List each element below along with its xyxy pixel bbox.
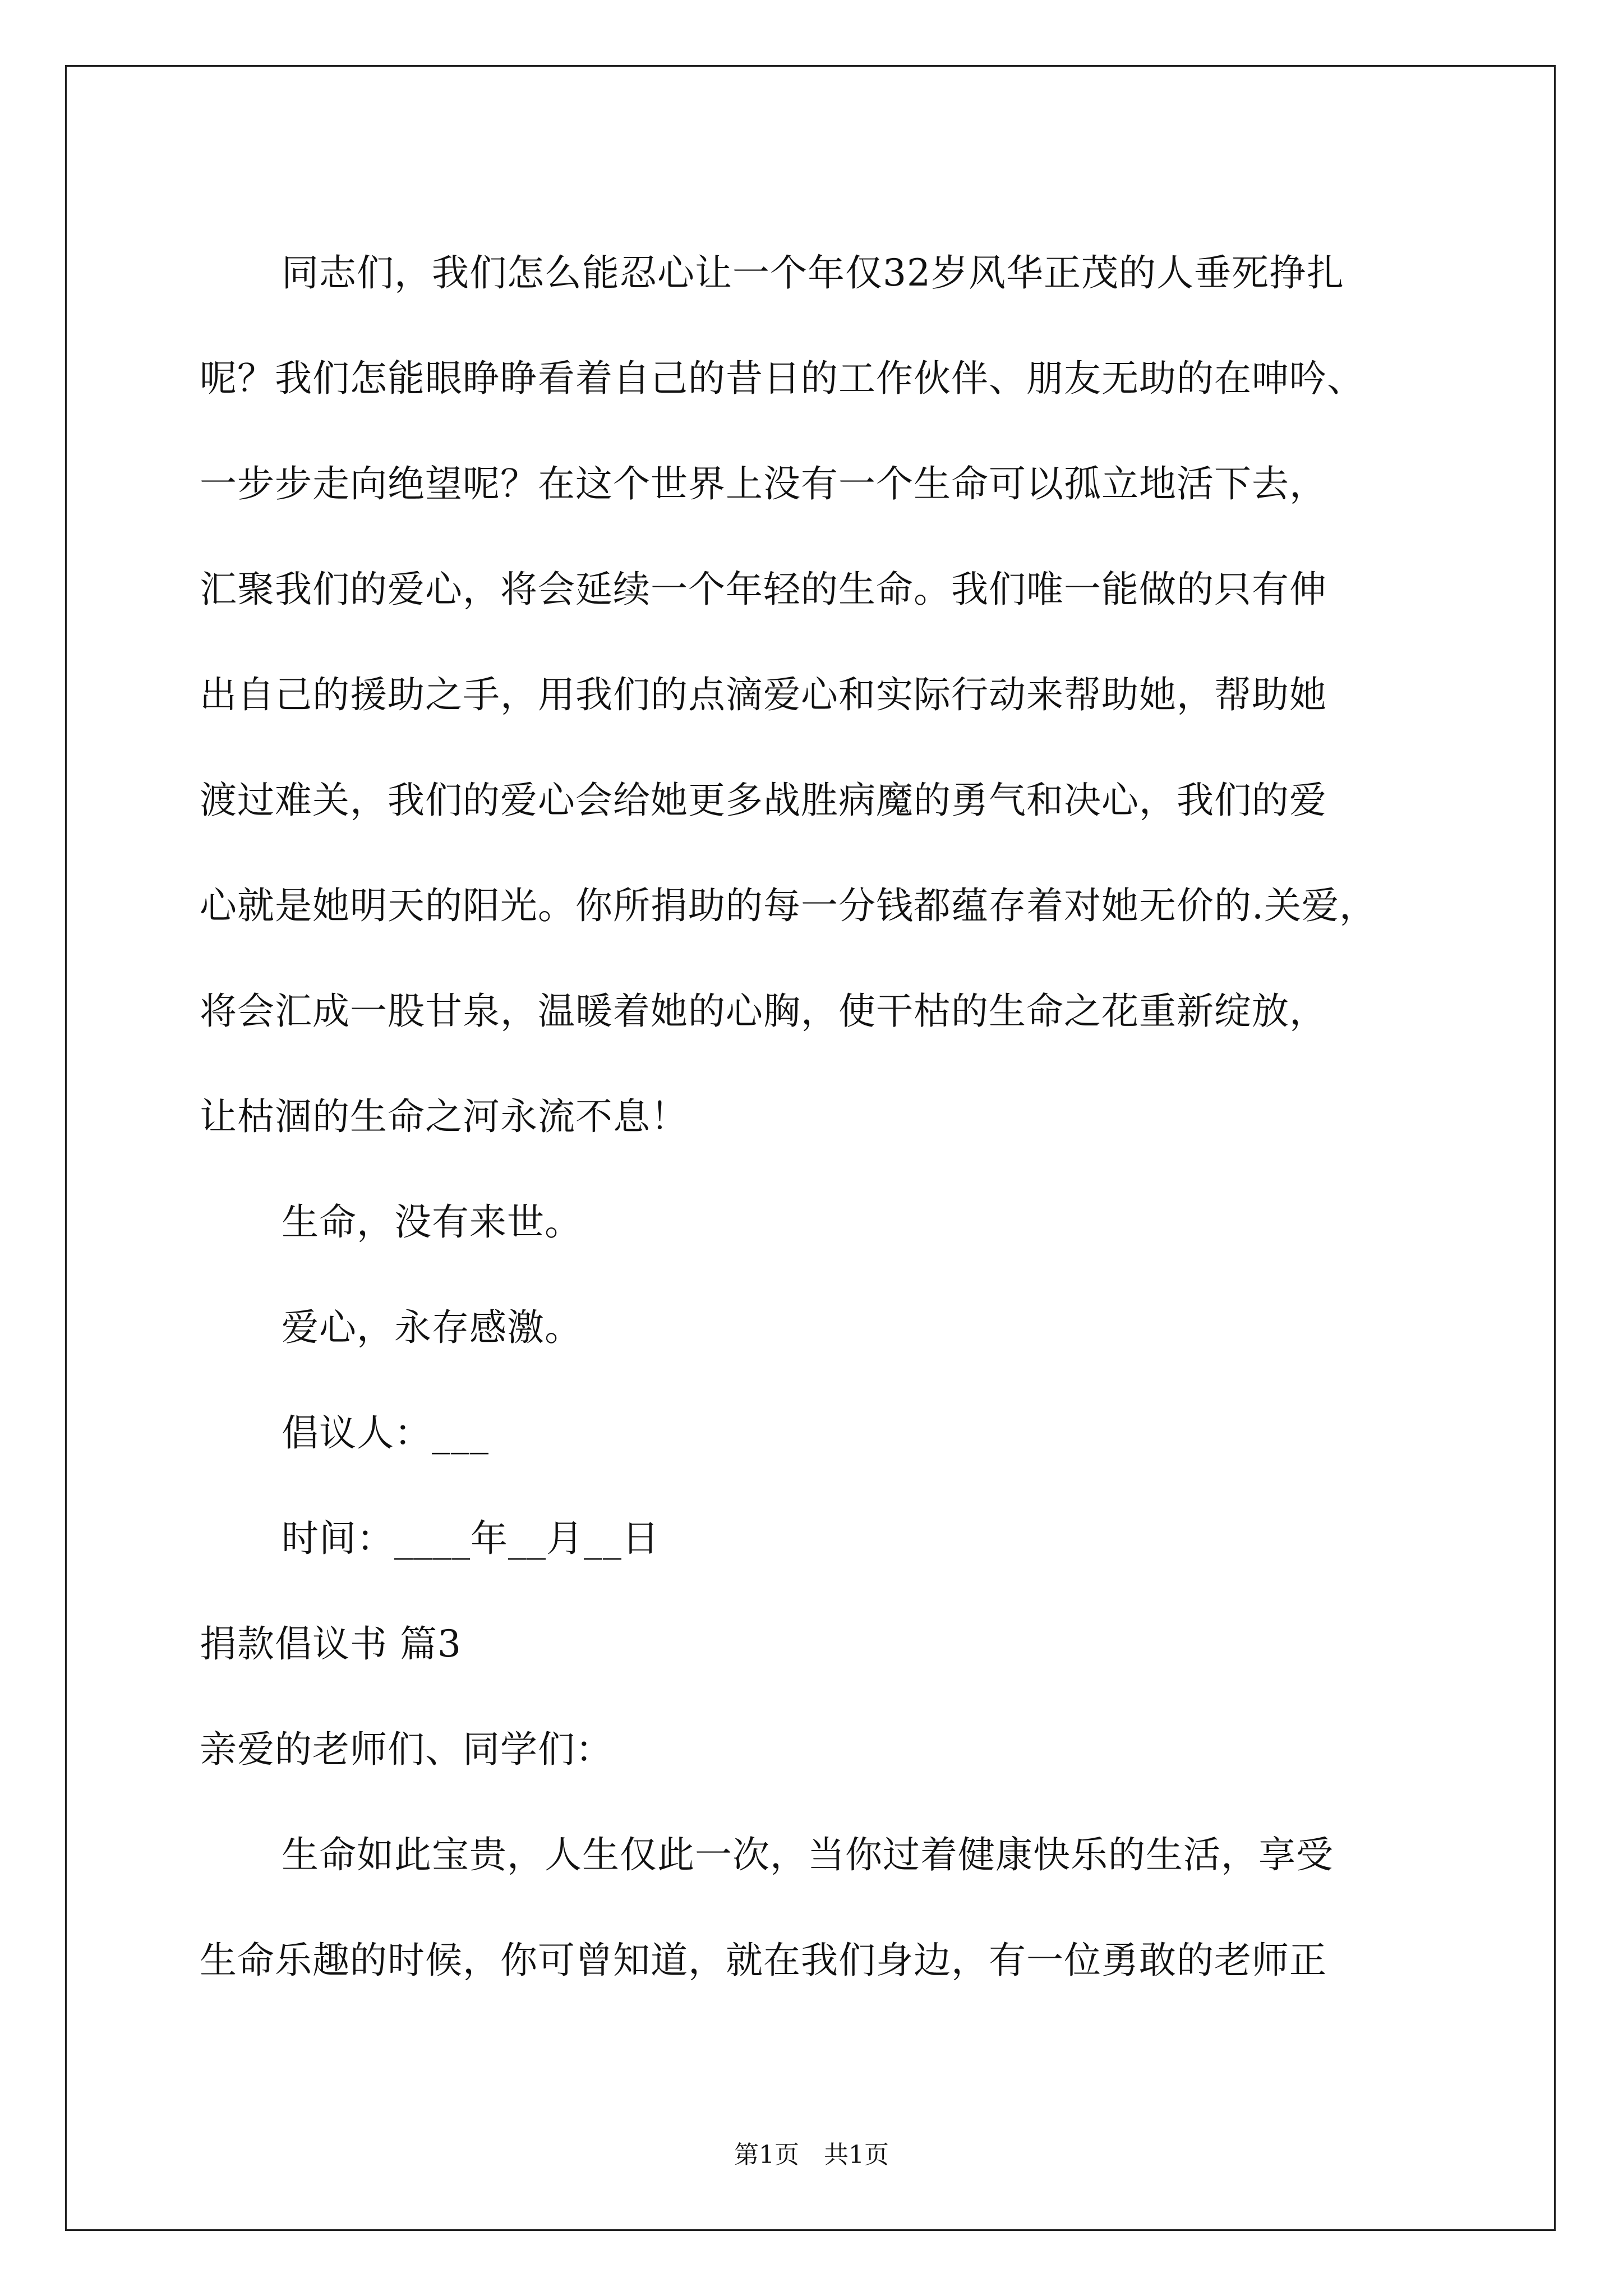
page-footer: 第1页 共1页	[734, 2141, 889, 2169]
paragraph-line: 渡过难关，我们的爱心会给她更多战胜病魔的勇气和决心，我们的爱	[200, 779, 1327, 822]
paragraph-line: 心就是她明天的阳光。你所捐助的每一分钱都蕴存着对她无价的.关爱，	[200, 884, 1377, 927]
paragraph-line: 生命，没有来世。	[282, 1200, 582, 1244]
paragraph-line: 爱心，永存感激。	[282, 1306, 582, 1349]
paragraph-line: 将会汇成一股甘泉，温暖着她的心胸，使干枯的生命之花重新绽放，	[200, 990, 1327, 1033]
paragraph-line: 一步步走向绝望呢？在这个世界上没有一个生命可以孤立地活下去，	[200, 462, 1327, 505]
document-body	[200, 220, 1442, 2013]
paragraph-line: 让枯涸的生命之河永流不息！	[200, 1095, 688, 1138]
section-heading: 捐款倡议书 篇3	[200, 1622, 462, 1665]
signer-line: 倡议人：___	[282, 1411, 489, 1455]
salutation: 亲爱的老师们、同学们：	[200, 1728, 613, 1771]
paragraph-line: 出自己的援助之手，用我们的点滴爱心和实际行动来帮助她，帮助她	[200, 673, 1327, 716]
paragraph-line: 呢？我们怎能眼睁睁看着自己的昔日的工作伙伴、朋友无助的在呻吟、	[200, 357, 1364, 400]
paragraph-line: 汇聚我们的爱心，将会延续一个年轻的生命。我们唯一能做的只有伸	[200, 568, 1327, 611]
paragraph-line: 同志们，我们怎么能忍心让一个年仅32岁风华正茂的人垂死挣扎	[282, 251, 1344, 295]
date-line: 时间：____年__月__日	[282, 1517, 660, 1560]
paragraph-line: 生命如此宝贵，人生仅此一次，当你过着健康快乐的生活，享受	[282, 1833, 1334, 1876]
paragraph-line: 生命乐趣的时候，你可曾知道，就在我们身边，有一位勇敢的老师正	[200, 1939, 1327, 1982]
